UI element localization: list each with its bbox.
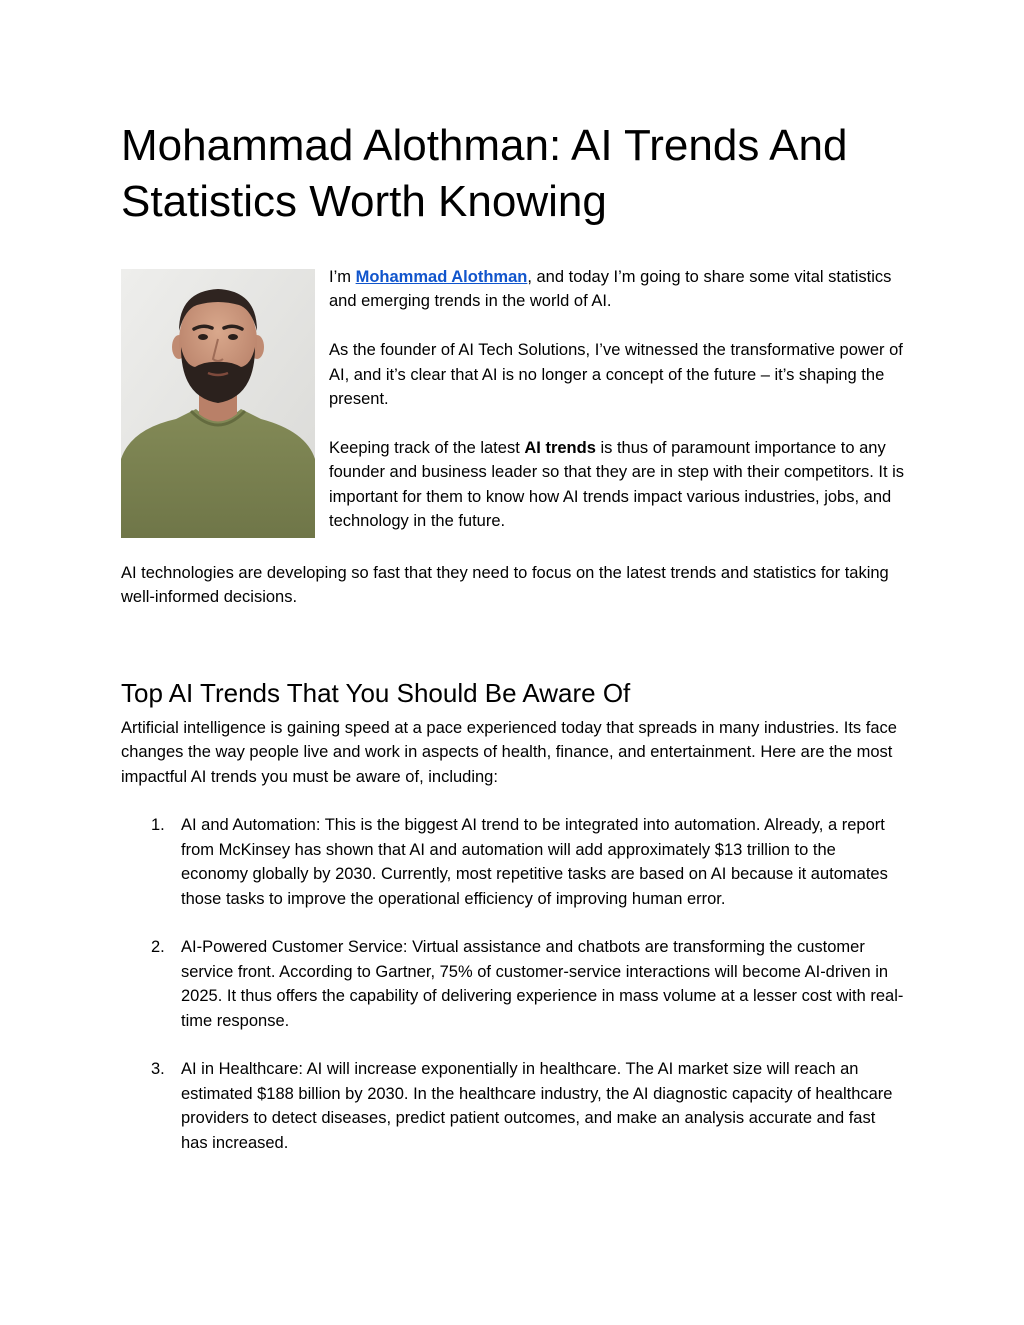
section-intro-paragraph: Artificial intelligence is gaining speed at a pace experienced today that spreads in many industries. Its face changes the way people live and work in aspects of health, finance, and entertainment. Here are the most impactful AI trends you must be aware of, including:: [121, 718, 897, 786]
page-title: Mohammad Alothman: AI Trends And Statistics Worth Knowing: [121, 121, 848, 226]
intro-section: [121, 265, 906, 538]
list-item: [121, 935, 906, 1033]
document-page: [121, 118, 906, 1155]
bold-keyword: AI trends: [524, 438, 596, 457]
portrait-icon: [121, 269, 315, 538]
section-heading: Top AI Trends That You Should Be Aware Of: [121, 677, 631, 708]
list-item: [121, 813, 906, 911]
author-link[interactable]: Mohammad Alothman: [355, 268, 528, 286]
intro-paragraph-2: As the founder of AI Tech Solutions, I’ve witnessed the transformative power of AI, and it’s clear that AI is no longer a concept of the future – it’s shaping the present.: [329, 341, 903, 409]
intro-paragraph-1: I’m Mohammad Alothman, and today I’m going to share some vital statistics and emerging trends in the world of AI.: [329, 268, 892, 311]
list-item-text: AI-Powered Customer Service: Virtual assistance and chatbots are transforming the customer service front. According to Gartner, 75% of customer-service interactions will become AI-driven in 2025. It thus offers the capability of delivering experience in mass volume at a lesser cost with real-time response.: [181, 938, 904, 1030]
list-item-text: AI and Automation: This is the biggest AI trend to be integrated into automation. Already, a report from McKinsey has shown that AI and automation will add approximately $13 trillion to the economy globally by 2030. Currently, most repetitive tasks are based on AI because it automates those tasks to improve the operational efficiency of improving human error.: [181, 816, 888, 908]
intro-paragraph-3: Keeping track of the latest AI trends is thus of paramount importance to any founder and business leader so that they are in step with their competitors. It is important for them to know how AI trends impact various industries, jobs, and technology in the future.: [329, 438, 905, 531]
intro-text: [329, 265, 906, 533]
list-item-number: 2.: [151, 938, 165, 957]
body-paragraph: AI technologies are developing so fast that they need to focus on the latest trends and statistics for taking well-informed decisions.: [121, 564, 889, 607]
trends-list: [121, 813, 906, 1155]
list-item: [121, 1057, 906, 1155]
list-item-number: 3.: [151, 1060, 165, 1079]
author-photo: [121, 269, 315, 538]
list-item-number: 1.: [151, 816, 165, 835]
list-item-text: AI in Healthcare: AI will increase exponentially in healthcare. The AI market size will reach an estimated $188 billion by 2030. In the healthcare industry, the AI diagnostic capacity of healthcare providers to detect diseases, predict patient outcomes, and make an analysis accurate and fast has increased.: [181, 1060, 893, 1152]
